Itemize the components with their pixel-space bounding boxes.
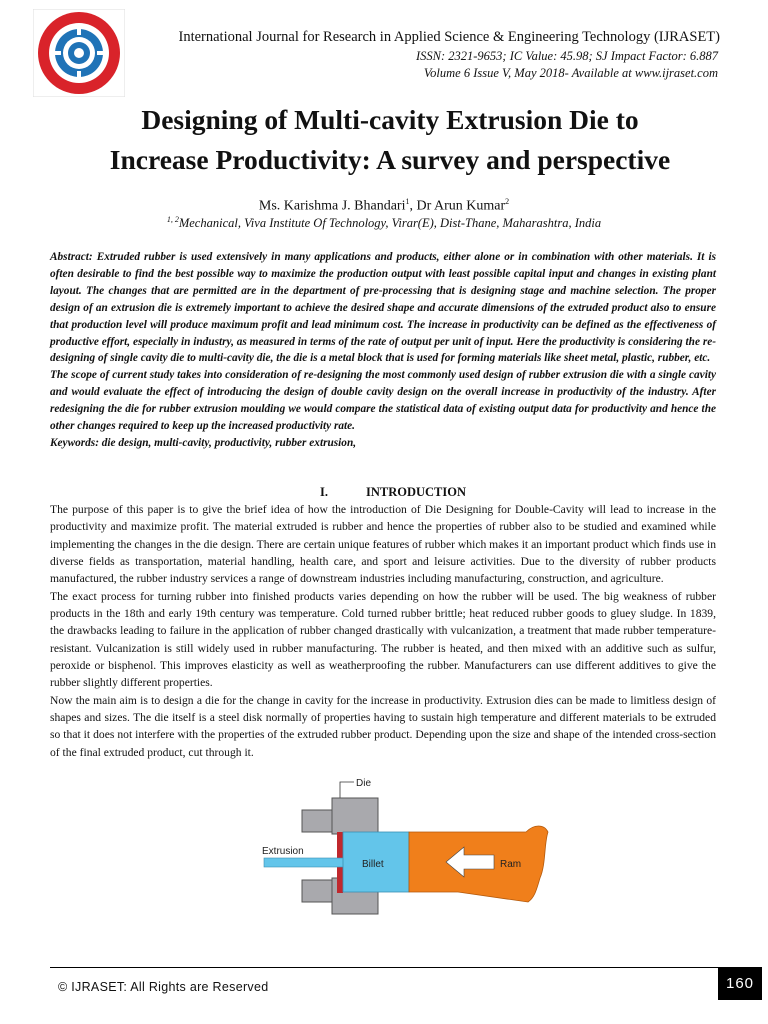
extrusion-label: Extrusion bbox=[262, 846, 304, 857]
author-2-name: Dr Arun Kumar bbox=[416, 198, 506, 214]
lower-die-block-outer bbox=[302, 880, 332, 902]
journal-meta bbox=[416, 48, 718, 82]
extrusion-diagram bbox=[258, 774, 558, 938]
author-2-sup: 2 bbox=[505, 197, 510, 206]
abstract-paragraph-2: The scope of current study takes into consideration of re-designing the most commonly used design of rubber extrusion die with a single cavity and would evaluate the effect of introducing the design of double cavity design on the overall increase in productivity of the industry. After redesigning the die for rubber extrusion moulding we would compare the statistical data of existing output data for productivity and hence the other changes required to keep up the increased productivity rate. bbox=[50, 369, 716, 433]
upper-die-block-outer bbox=[302, 810, 332, 832]
page-number: 160 bbox=[718, 967, 762, 1000]
section-title: INTRODUCTION bbox=[366, 485, 467, 499]
paper-title-line-1: Designing of Multi-cavity Extrusion Die to bbox=[141, 104, 639, 135]
footer-rule bbox=[50, 967, 718, 968]
section-heading bbox=[320, 485, 466, 500]
paper-title bbox=[40, 100, 740, 180]
volume-line: Volume 6 Issue V, May 2018- Available at www.ijraset.com bbox=[423, 66, 718, 80]
author-list bbox=[0, 197, 768, 215]
introduction-body bbox=[50, 501, 716, 761]
upper-die-block-inner bbox=[332, 798, 378, 834]
copyright-notice: © IJRASET: All Rights are Reserved bbox=[58, 980, 269, 994]
intro-paragraph-3: Now the main aim is to design a die for the change in cavity for the increase in productivity. Extrusion dies can be made to limitless design of shapes and sizes. The die itself is a steel disk normally of properties having to sustain high temperature and different materials to be extruded so that it does not interfere with the properties of the extruded rubber product. Depending upon the size and shape of the intended cross-section of the final extruded product, cut through it. bbox=[50, 693, 716, 759]
journal-title: International Journal for Research in Applied Science & Engineering Technology (IJRASET) bbox=[178, 29, 720, 45]
affiliation bbox=[0, 215, 768, 231]
intro-paragraph-2: The exact process for turning rubber into finished products varies depending on how the rubber will be used. The big weakness of rubber products in the 18th and early 19th century was temperature. Cold turned rubber brittle; heat reduced rubber goods to gluey sludge. In 1839, the drawbacks leading to failure in the application of rubber changed drastically with vulcanization, a treatment that made rubber temperature-resistant. Vulcanization is still widely used in rubber manufacturing. The rubber is heated, and then mixed with an additive such as sulfur, peroxide or bisphenol. This improves elasticity as well as weatherproofing the rubber. Manufacturers can use different additives to give the rubber slightly different properties. bbox=[50, 589, 716, 690]
extrusion-diagram-svg bbox=[258, 774, 558, 938]
author-separator: , bbox=[409, 198, 417, 214]
billet-label: Billet bbox=[362, 859, 384, 870]
die-face-lower bbox=[337, 867, 343, 893]
abstract-paragraph-1: Abstract: Extruded rubber is used extensively in many applications and products, either alone or in combination with other materials. It is often desirable to find the best possible way to maximize the production output with least possible capital input and changes in existing plant layout. The changes that are permitted are in the department of pre-processing that is designing stage and machine selection. The proper design of an extrusion die is extremely important to achieve the desired shape and accurate dimensions of the extruded product also to ensure that production level will produce maximum profit and lead minimum cost. The increase in productivity can be defined as the effectiveness of productive effort, especially in industry, as measured in terms of the rate of output per unit of input. Here the productivity is considering the re-designing of single cavity die to multi-cavity die, the die is a metal block that is used for forming materials like sheet metal, plastic, rubber, etc. bbox=[50, 251, 716, 365]
issn-line: ISSN: 2321-9653; IC Value: 45.98; SJ Impact Factor: 6.887 bbox=[415, 49, 718, 63]
ram-label: Ram bbox=[500, 859, 522, 870]
section-number: I. bbox=[320, 485, 328, 499]
intro-paragraph-1: The purpose of this paper is to give the brief idea of how the introduction of Die Designing for Double-Cavity will lead to increase in the productivity and maximize profit. The material extruded is rubber and hence the properties of rubber also to be studied and examined while implementing the changes in the die design. There are certain unique features of rubber which makes it an important product which finds use in diverse fields as transportation, material handling, health care, and sport and leisure activities. Due to the diversity of rubber products manufactured, the rubber industry services a range of downstream industries including manufacturing, construction, and agriculture. bbox=[50, 503, 716, 586]
keywords: Keywords: die design, multi-cavity, productivity, rubber extrusion, bbox=[50, 436, 357, 449]
die-face-upper bbox=[337, 832, 343, 858]
ijraset-seal-icon bbox=[33, 9, 125, 97]
extruded-product bbox=[264, 858, 344, 867]
abstract bbox=[50, 249, 716, 452]
affiliation-sup: 1, 2 bbox=[166, 215, 179, 224]
die-label: Die bbox=[356, 778, 372, 789]
author-1-name: Ms. Karishma J. Bhandari bbox=[258, 198, 406, 214]
affiliation-text: Mechanical, Viva Institute Of Technology, Virar(E), Dist-Thane, Maharashtra, India bbox=[178, 216, 602, 231]
paper-title-line-2: Increase Productivity: A survey and perspective bbox=[109, 144, 671, 175]
journal-logo bbox=[33, 9, 125, 97]
author-1-sup: 1 bbox=[405, 197, 410, 206]
